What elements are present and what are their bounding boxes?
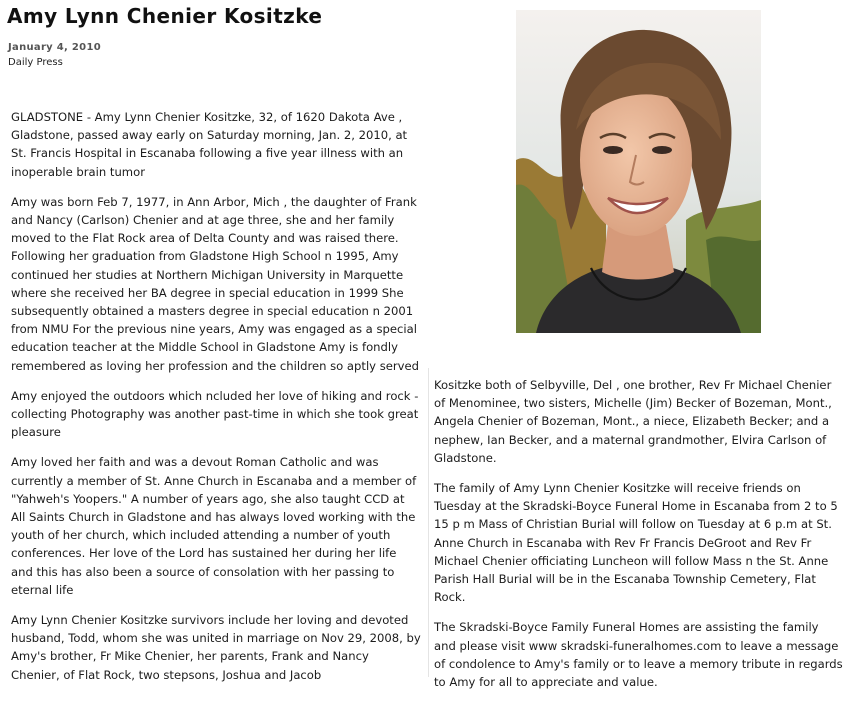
portrait-photo-icon xyxy=(516,10,761,333)
paragraph-survivors-cont: Kositzke both of Selbyville, Del , one brother, Rev Fr Michael Chenier of Menominee, two sisters, Michelle (Jim) Becker of Bozeman, Mont., Angela Chenier of Bozeman, Mont., a niece, Elizabeth Becker; and a nephew, Ian Becker, and a maternal grandmother, Elvira Carlson of Gladstone. xyxy=(434,378,832,465)
paragraph-survivors: Amy Lynn Chenier Kositzke survivors include her loving and devoted husband, Todd, whom she was united in marriage on Nov 29, 2008, by Amy's brother, Fr Mike Chenier, her parents, Frank and Nancy Chenier, of Flat Rock, two stepsons, Joshua and Jacob xyxy=(11,613,421,682)
paragraph-intro: GLADSTONE - Amy Lynn Chenier Kositzke, 32, of 1620 Dakota Ave , Gladstone, passed away early on Saturday morning, Jan. 2, 2010, at St. Francis Hospital in Escanaba following a five year illness with an inoperable brain tumor xyxy=(11,110,408,179)
paragraph-biography: Amy was born Feb 7, 1977, in Ann Arbor, Mich , the daughter of Frank and Nancy (Carlson) Chenier and at age three, she and her family moved to the Flat Rock area of Delta County and was raised there. Following her graduation from Gladstone High School n 1995, Amy continued her studies at Northern Michigan University in Marquette where she received her BA degree in special education in 1999 She subsequently obtained a masters degree in special education n 2001 from NMU For the previous nine years, Amy was engaged as a special education teacher at the Middle School in Gladstone Amy is fondly remembered as loving her profession and the children so aptly served xyxy=(11,194,420,373)
left-column xyxy=(11,108,421,696)
page-title: Amy Lynn Chenier Kositzke xyxy=(7,4,323,28)
paragraph-faith: Amy loved her faith and was a devout Roman Catholic and was currently a member of St. Anne Church in Escanaba and a member of "Yahweh's Yoopers." A number of years ago, she also taught CCD at All Saints Church in Gladstone and has always loved working with the youth of her church, which included attending a number of youth conferences. Her love of the Lord has sustained her during her life and this has also been a source of consolation with her passing to eternal life xyxy=(11,455,417,597)
paragraph-hobbies: Amy enjoyed the outdoors which ncluded her love of hiking and rock -collecting Photography was another past-time in which she took great pleasure xyxy=(11,388,419,440)
publish-date: January 4, 2010 xyxy=(8,42,101,53)
paragraph-services: The family of Amy Lynn Chenier Kositzke will receive friends on Tuesday at the Skradski-Boyce Funeral Home in Escanaba from 2 to 5 15 p m Mass of Christian Burial will follow on Tuesday at 6 p.m at St. Anne Church in Escanaba with Rev Fr Francis DeGroot and Rev Fr Michael Chenier officiating Luncheon will follow Mass n the St. Anne Parish Hall Burial will be in the Escanaba Township Cemetery, Flat Rock. xyxy=(434,481,838,605)
portrait-photo xyxy=(516,10,761,333)
right-column xyxy=(434,376,844,703)
column-divider xyxy=(428,368,429,677)
paragraph-funeral-home: The Skradski-Boyce Family Funeral Homes are assisting the family and please visit www skradski-funeralhomes.com to leave a message of condolence to Amy's family or to leave a memory tribute in regards to Amy for all to appreciate and value. xyxy=(434,620,843,690)
publication-name: Daily Press xyxy=(8,57,63,68)
